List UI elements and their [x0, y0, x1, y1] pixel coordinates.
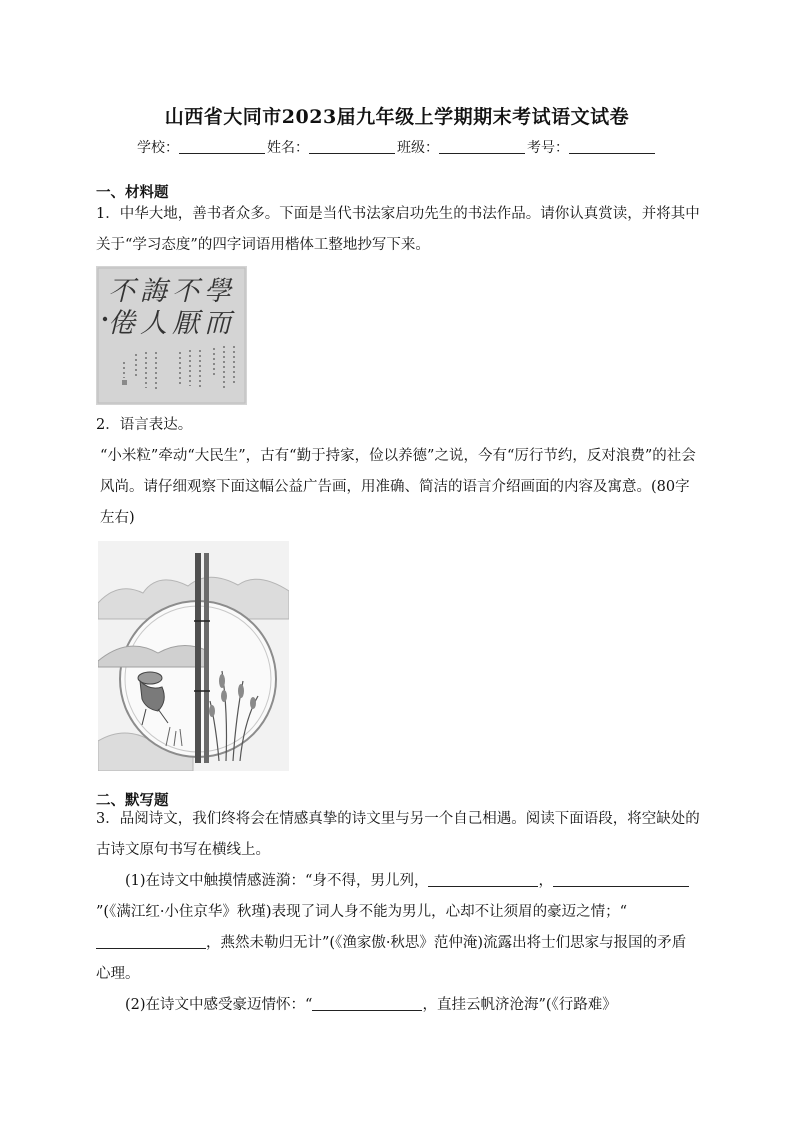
q3-p2-text-b: ，直挂云帆济沧海”(《行路难》 — [422, 997, 617, 1013]
q3-p1-text-a: (1)在诗文中触摸情感涟漪：“身不得，男儿列， — [125, 873, 429, 889]
poster-artwork — [98, 541, 289, 771]
number-blank[interactable] — [569, 139, 655, 154]
public-service-poster-image — [98, 541, 289, 771]
question-2-text: “小米粒”牵动“大民生”，古有“勤于持家，俭以养德”之说，今有“厉行节约，反对浪费”的社会风尚。请仔细观察下面这幅公益广告画，用准确、简洁的语言介绍画面的内容及寓意。(80字左右) — [100, 448, 696, 526]
q3-p1-blank-3[interactable] — [96, 934, 206, 949]
calligraphy-char-5: 誨 — [140, 276, 167, 307]
name-label: 姓名： — [267, 140, 309, 156]
calligraphy-image — [96, 266, 247, 405]
q3-p1-text-b: ， — [538, 873, 553, 889]
q3-p1-blank-2[interactable] — [553, 872, 675, 887]
q3-p1-blank-2-cont[interactable] — [675, 872, 689, 887]
calligraphy-char-1: 學 — [204, 276, 231, 307]
section-heading-dictation: 二、默写题 — [96, 793, 169, 809]
calligraphy-char-6: 人 — [140, 308, 167, 339]
class-blank[interactable] — [439, 139, 525, 154]
question-3-part-2 — [96, 990, 700, 1021]
q3-p1-text-d: ，燕然未勒归无计”(《渔家傲·秋思》范仲淹)流露出将士们思家与报国的矛盾心理。 — [96, 935, 687, 982]
calligraphy-char-7: 不 — [108, 276, 135, 307]
question-3-part-1 — [96, 866, 700, 990]
question-3-text: 3．品阅诗文，我们终将会在情感真挚的诗文里与另一个自己相遇。阅读下面语段，将空缺处的古诗文原句书写在横线上。 — [96, 811, 700, 858]
section-heading-materials: 一、材料题 — [96, 185, 169, 201]
page-title: 山西省大同市2023届九年级上学期期末考试语文试卷 — [164, 106, 630, 128]
q3-p1-text-c: ”(《满江红·小住京华》秋瑾)表现了词人身不能为男儿，心却不让须眉的豪迈之情；“ — [96, 904, 627, 920]
q3-p1-blank-1[interactable] — [428, 872, 538, 887]
number-label: 考号： — [527, 140, 569, 156]
calligraphy-artwork — [96, 266, 247, 405]
student-info-row — [0, 137, 794, 157]
q3-p2-text-a: (2)在诗文中感受豪迈情怀：“ — [125, 997, 313, 1013]
school-label: 学校： — [137, 140, 179, 156]
calligraphy-char-8: 倦 — [108, 308, 135, 339]
q3-p2-blank-1[interactable] — [312, 996, 422, 1011]
question-1-text: 1．中华大地，善书者众多。下面是当代书法家启功先生的书法作品。请你认真赏读，并将其中关于“学习态度”的四字词语用楷体工整地抄写下来。 — [96, 206, 700, 253]
question-2-heading: 2．语言表达。 — [96, 417, 193, 433]
class-label: 班级： — [397, 140, 439, 156]
calligraphy-char-4: 厭 — [172, 308, 199, 339]
calligraphy-char-2: 而 — [204, 308, 231, 339]
school-blank[interactable] — [179, 139, 265, 154]
calligraphy-char-3: 不 — [172, 276, 199, 307]
name-blank[interactable] — [309, 139, 395, 154]
